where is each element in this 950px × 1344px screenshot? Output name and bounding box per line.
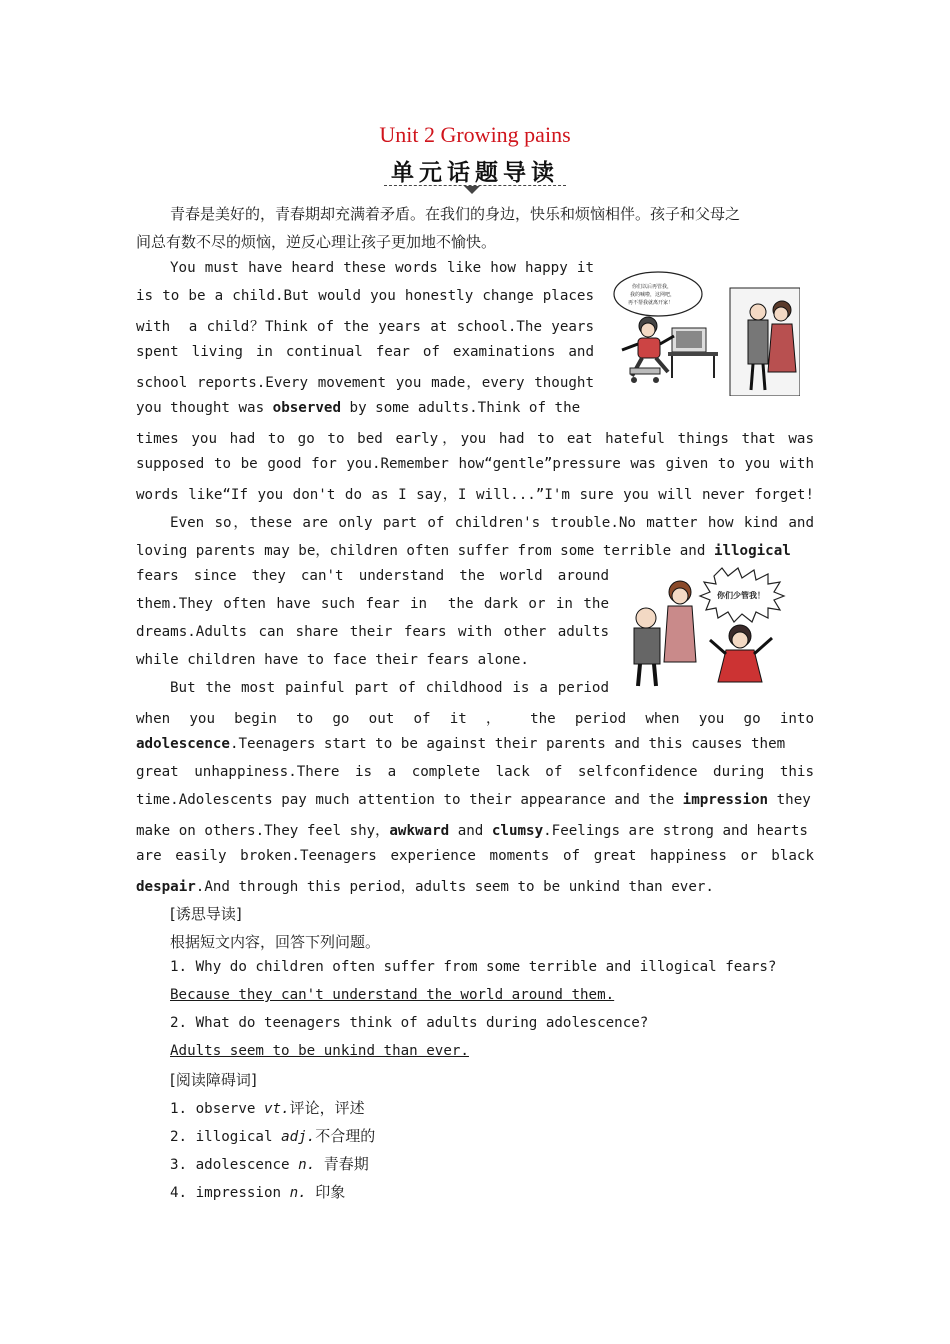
p1-line-7: times you had to go to bed early，you had to eat hateful things that was (136, 431, 814, 447)
guide-label: [诱思导读] (170, 905, 242, 923)
answer-2: Adults seem to be unkind than ever. (170, 1043, 469, 1059)
keyword-awkward: awkward (389, 823, 450, 839)
keyword-impression: impression (682, 792, 769, 808)
vocab-pos: n. (289, 1185, 307, 1201)
vocab-meaning: 不合理的 (315, 1127, 376, 1145)
vocab-meaning: 印象 (315, 1183, 346, 1201)
text-run: make on others.They feel shy， (136, 823, 390, 839)
banner-pointer-icon (464, 186, 480, 194)
vocab-label: [阅读障碍词] (170, 1071, 257, 1089)
p1-line-1: You must have heard these words like how happy it (170, 260, 594, 276)
p1-line-9: words like“If you don't do as I say，I will...”I'm sure you will never forget! (136, 487, 814, 503)
guide-instruction: 根据短文内容，回答下列问题。 (170, 933, 381, 951)
cartoon-child-running-image (610, 268, 800, 396)
p3-line-1: But the most painful part of childhood is a period (170, 680, 609, 696)
text-run: by some adults.Think of the (341, 400, 581, 416)
banner-text: 单元话题导读 (391, 160, 559, 186)
vocab-pos: n. (298, 1157, 316, 1173)
unit-title: Unit 2 Growing pains (379, 122, 571, 147)
p3-line-7: are easily broken.Teenagers experience moments of great happiness or black (136, 848, 814, 864)
p1-line-5: school reports.Every movement you made，every thought (136, 375, 594, 391)
vocab-num: 3. (170, 1157, 188, 1173)
text-run: .And through this period，adults seem to be unkind than ever. (195, 879, 714, 895)
keyword-observed: observed (272, 400, 342, 416)
p1-line-2: is to be a child.But would you honestly change places (136, 288, 594, 304)
text-run: .Feelings are strong and hearts (543, 823, 808, 839)
p1-line-8: supposed to be good for you.Remember how“gentle”pressure was given to you with (136, 456, 814, 472)
cartoon-angry-child-image (622, 566, 804, 688)
p3-line-4: great unhappiness.There is a complete lack of selfconfidence during this (136, 764, 814, 780)
p1-line-3: with a child？Think of the years at school.The years (136, 319, 594, 335)
bubble-text-angry: 你们少管我！ (717, 591, 765, 600)
text-run: you thought was (136, 400, 273, 416)
p1-line-4: spent living in continual fear of examinations and (136, 344, 594, 360)
bubble-text-2: 我的喊啦，这网吧， (630, 292, 676, 298)
vocab-meaning: 评论，评述 (289, 1099, 365, 1117)
p3-line-2: when you begin to go out of it ， the period when you go into (136, 711, 814, 727)
vocab-meaning: 青春期 (323, 1155, 369, 1173)
p1-line-6 (136, 400, 594, 416)
vocab-word: adolescence (195, 1157, 290, 1173)
text-run: they (768, 792, 811, 808)
text-run: time.Adolescents pay much attention to their appearance and the (136, 792, 683, 808)
text-run: and (449, 823, 492, 839)
vocab-num: 1. (170, 1101, 188, 1117)
answer-1: Because they can't understand the world around them. (170, 987, 615, 1003)
vocab-num: 4. (170, 1185, 188, 1201)
bubble-text-1: 你们以后再管我， (632, 284, 673, 290)
p2-line-5: dreams.Adults can share their fears with other adults (136, 624, 609, 640)
bubble-text-3: 再不帮我就离开家！ (628, 300, 674, 306)
vocab-item (170, 1125, 848, 1146)
intro-line-2: 间总有数不尽的烦恼，逆反心理让孩子更加地不愉快。 (136, 233, 497, 251)
vocab-word: impression (195, 1185, 282, 1201)
p3-line-8 (136, 876, 814, 896)
p2-line-3: fears since they can't understand the world around (136, 568, 609, 584)
vocab-item (170, 1097, 848, 1118)
vocab-num: 2. (170, 1129, 188, 1145)
p3-line-3 (136, 736, 814, 752)
vocab-item (170, 1181, 848, 1202)
text-run: .Teenagers start to be against their parents and this causes them (229, 736, 786, 752)
question-1: 1. Why do children often suffer from some terrible and illogical fears? (170, 959, 777, 975)
p2-line-1: Even so，these are only part of children's trouble.No matter how kind and (170, 515, 814, 531)
text-run: loving parents may be，children often suffer from some terrible and (136, 543, 714, 559)
p3-line-6 (136, 820, 814, 840)
keyword-illogical: illogical (713, 543, 791, 559)
vocab-item (170, 1153, 848, 1174)
vocab-word: illogical (195, 1129, 273, 1145)
vocab-pos: vt. (263, 1101, 290, 1117)
question-2: 2. What do teenagers think of adults during adolescence? (170, 1015, 649, 1031)
section-banner (384, 154, 566, 194)
p3-line-5 (136, 792, 814, 808)
keyword-despair: despair (136, 879, 196, 895)
p2-line-6: while children have to face their fears alone. (136, 652, 529, 668)
keyword-clumsy: clumsy (491, 823, 544, 839)
vocab-pos: adj. (281, 1129, 316, 1145)
keyword-adolescence: adolescence (136, 736, 230, 752)
vocab-word: observe (195, 1101, 256, 1117)
intro-line-1: 青春是美好的，青春期却充满着矛盾。在我们的身边，快乐和烦恼相伴。孩子和父母之 (170, 205, 741, 223)
p2-line-4: them.They often have such fear in the dark or in the (136, 596, 609, 612)
p2-line-2 (136, 540, 814, 560)
